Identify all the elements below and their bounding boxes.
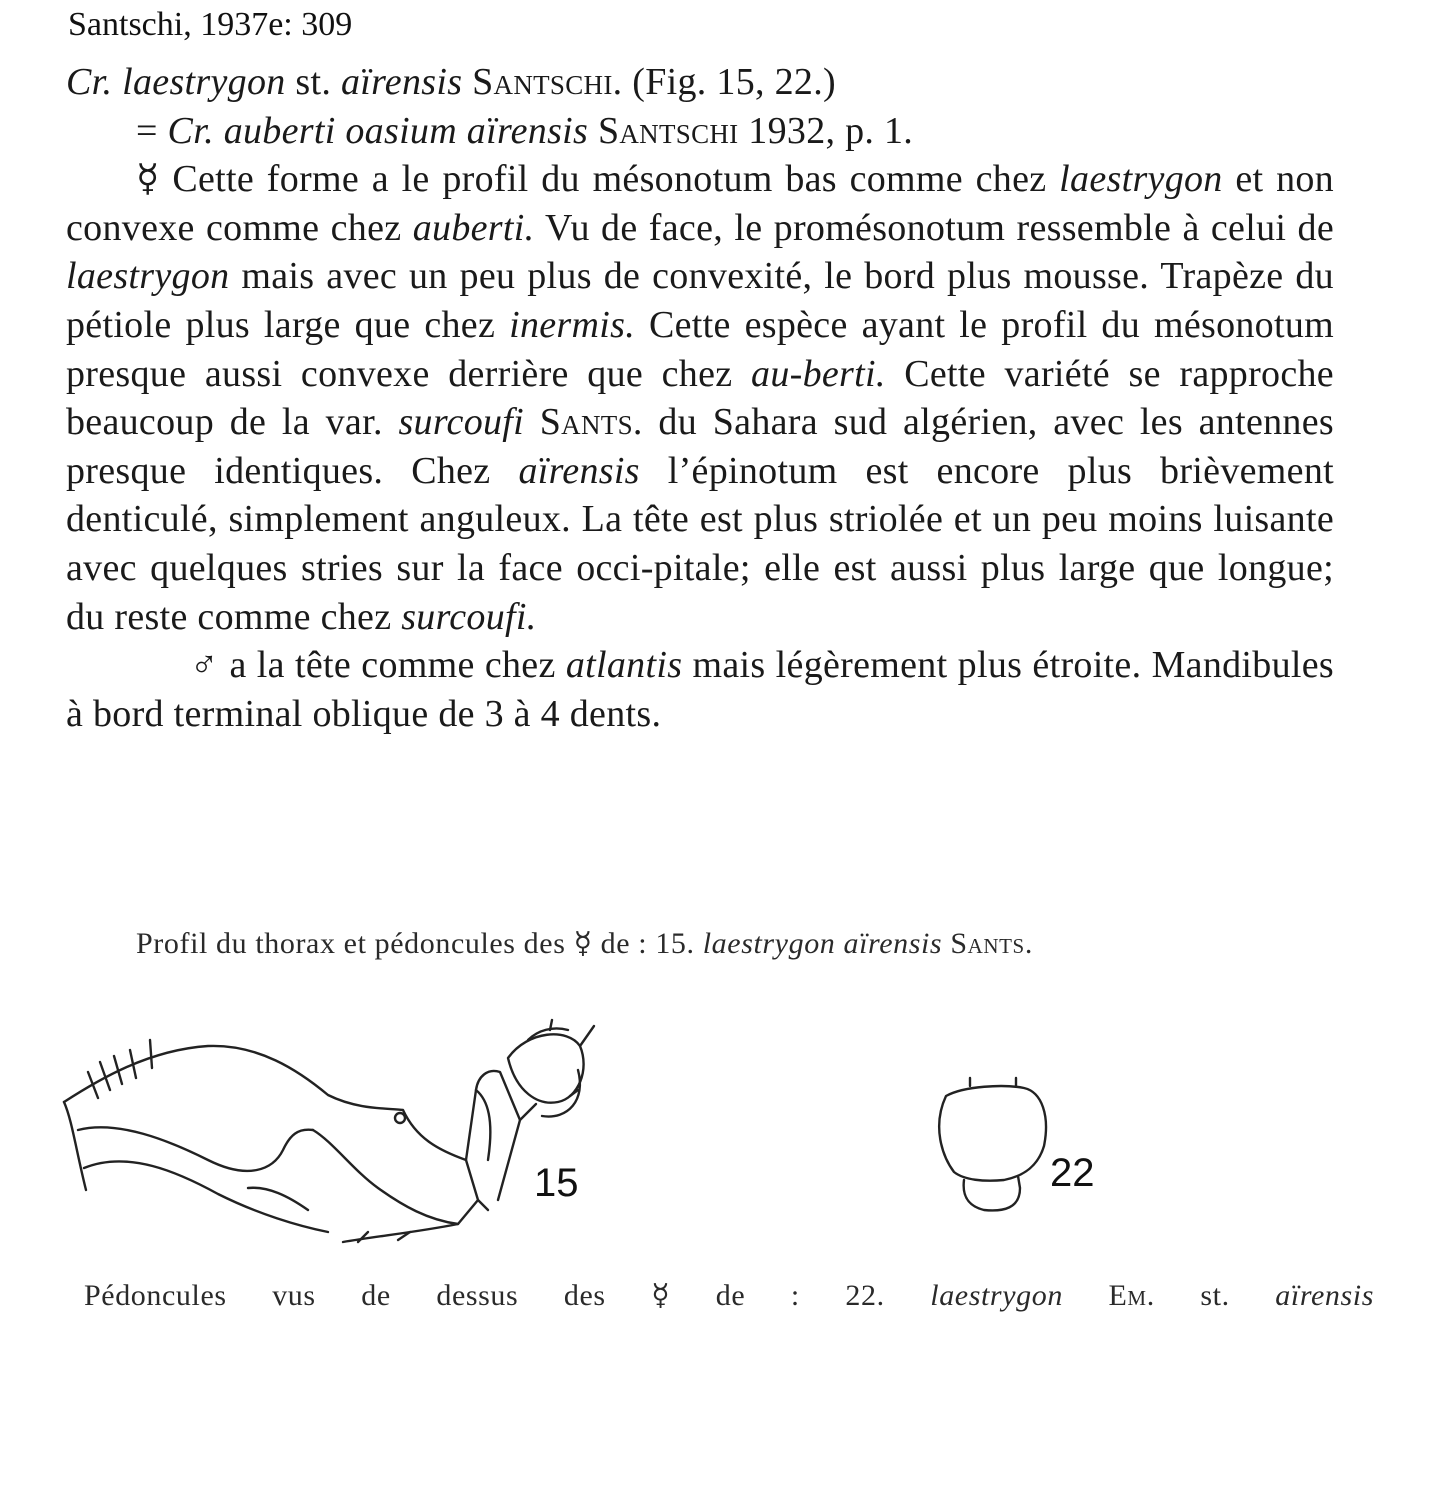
male-symbol-icon: ♂	[190, 644, 220, 687]
worker-symbol-icon: ☿	[136, 158, 160, 201]
figure-caption-15: Profil du thorax et pédoncules des ☿ de : 15. laestrygon aïrensis Sants.	[136, 927, 1033, 960]
figure-15-label: 15	[534, 1161, 579, 1205]
figure-15-thorax-profile	[58, 1010, 618, 1250]
citation: Santschi, 1937e: 309	[68, 6, 353, 43]
synonym-line: = Cr. auberti oasium aïrensis Santschi 1932, p. 1.	[136, 109, 914, 152]
figure-caption-22: Pédoncules vus de dessus des ☿ de : 22. laestrygon Em. st. aïrensis	[84, 1279, 1374, 1312]
figure-22-pedicel-dorsal	[924, 1076, 1124, 1226]
species-description	[66, 58, 1334, 738]
species-heading: Cr. laestrygon st. aïrensis Santschi. (Fig. 15, 22.)	[66, 61, 836, 103]
male-paragraph: ♂ a la tête comme chez atlantis mais légèrement plus étroite. Mandibules à bord terminal oblique de 3 à 4 dents.	[66, 644, 1335, 735]
worker-paragraph: ☿ Cette forme a le profil du mésonotum bas comme chez laestrygon et non convexe comme chez auberti. Vu de face, le promésonotum ressemble à celui de laestrygon mais avec un peu plus de convexité, le bord plus mousse. Trapèze du pétiole plus large que chez inermis. Cette espèce ayant le profil du mésonotum presque aussi convexe derrière que chez au-berti. Cette variété se rapproche beaucoup de la var. surcoufi Sants. du Sahara sud algérien, avec les antennes presque identiques. Chez aïrensis l’épinotum est encore plus brièvement denticulé, simplement anguleux. La tête est plus striolée et un peu moins luisante avec quelques stries sur la face occi-pitale; elle est aussi plus large que longue; du reste comme chez surcoufi.	[66, 158, 1334, 638]
figure-22-label: 22	[1050, 1151, 1095, 1195]
